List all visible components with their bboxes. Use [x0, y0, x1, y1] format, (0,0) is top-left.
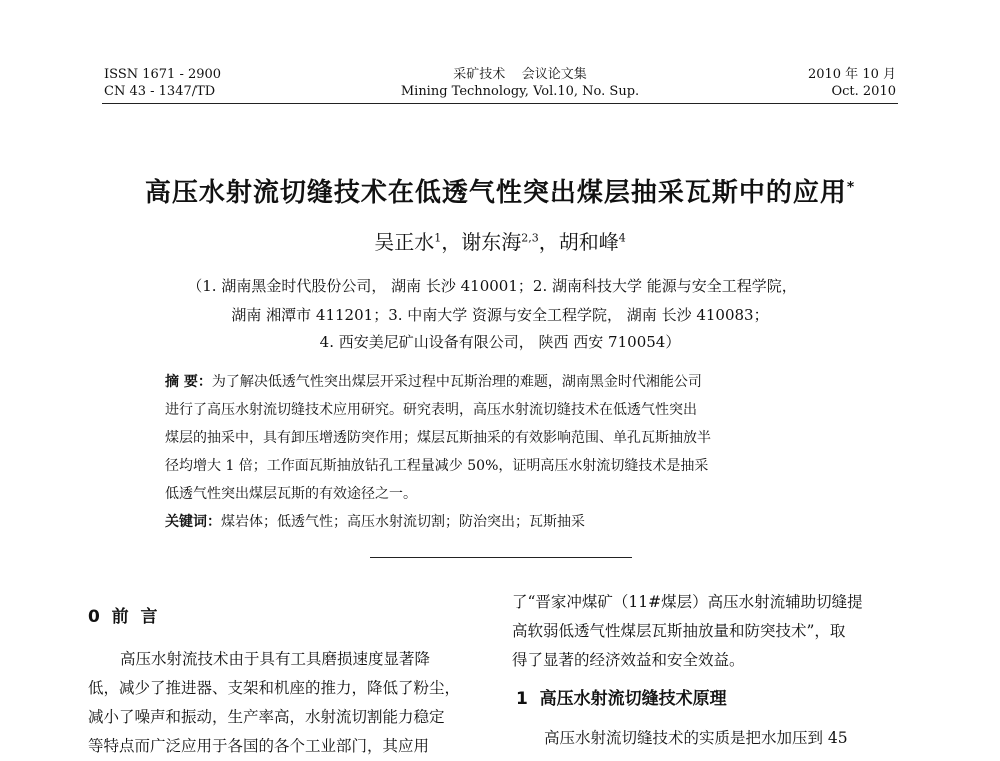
author-separator: ，	[441, 230, 462, 254]
author-name: 胡和峰	[558, 230, 619, 254]
cn-text: CN 43 - 1347/TD	[104, 84, 216, 99]
journal-issn-block	[104, 66, 221, 100]
author-name: 吴正水	[374, 230, 435, 254]
paragraph-line: 了“晋家冲煤矿（11#煤层）高压水射流辅助切缝提	[512, 593, 863, 611]
section-heading-intro: 0 前 言	[88, 607, 158, 627]
abstract-line	[165, 368, 845, 396]
author-affiliation-mark: 4	[618, 231, 626, 245]
affiliation-line: 湖南 湘潭市 411201；3. 中南大学 资源与安全工程学院， 湖南 长沙 410083；	[231, 306, 769, 324]
affiliation-line: 4. 西安美尼矿山设备有限公司， 陕西 西安 710054）	[319, 333, 681, 351]
paragraph-line: 高软弱低透气性煤层瓦斯抽放量和防突技术”，取	[512, 622, 846, 640]
journal-date-block	[808, 66, 896, 100]
section-heading-principle: 1 高压水射流切缝技术原理	[516, 689, 727, 709]
author-separator: ，	[538, 230, 559, 254]
left-column	[88, 603, 488, 761]
paragraph-line: 减小了噪声和振动，生产率高，水射流切割能力稳定	[88, 708, 445, 726]
affiliation-line: （1. 湖南黑金时代股份公司， 湖南 长沙 410001；2. 湖南科技大学 能源与安全工程学院，	[187, 277, 797, 295]
author-affiliation-mark: 1	[434, 231, 442, 245]
abstract-line: 煤层的抽采中，具有卸压增透防突作用；煤层瓦斯抽采的有效影响范围、单孔瓦斯抽放半	[165, 430, 711, 446]
author-affiliation-mark: 2,3	[521, 231, 539, 245]
journal-name-block	[400, 66, 640, 100]
header-divider	[102, 103, 898, 104]
keywords-line	[165, 508, 845, 536]
abstract-line: 径均增大 1 倍；工作面瓦斯抽放钻孔工程量减少 50%，证明高压水射流切缝技术是抽采	[165, 458, 709, 474]
date-en: Oct. 2010	[831, 84, 896, 99]
paragraph-line: 高压水射流技术由于具有工具磨损速度显著降	[120, 650, 431, 668]
abstract-label: 摘 要：	[165, 374, 212, 390]
paper-title-text: 高压水射流切缝技术在低透气性突出煤层抽采瓦斯中的应用	[144, 178, 847, 208]
paragraph-line: 得了显著的经济效益和安全效益。	[512, 651, 745, 669]
paragraph-line: 等特点而广泛应用于各国的各个工业部门，其应用	[88, 737, 430, 755]
abstract-line: 进行了高压水射流切缝技术应用研究。研究表明，高压水射流切缝技术在低透气性突出	[165, 402, 697, 418]
abstract-text: 为了解决低透气性突出煤层开采过程中瓦斯治理的难题，湖南黑金时代湘能公司	[211, 374, 702, 390]
keywords-label: 关键词：	[165, 514, 221, 530]
paper-title	[80, 172, 920, 209]
author-list	[0, 226, 1000, 255]
issn-text: ISSN 1671 - 2900	[104, 67, 222, 82]
paragraph-line: 低，减少了推进器、支架和机座的推力，降低了粉尘，	[88, 679, 461, 697]
keywords-text: 煤岩体；低透气性；高压水射流切割；防治突出；瓦斯抽采	[221, 514, 585, 530]
title-footnote-mark: *	[846, 179, 856, 196]
paragraph-line: 高压水射流切缝技术的实质是把水加压到 45	[544, 729, 848, 747]
date-cn: 2010 年 10 月	[807, 67, 896, 82]
journal-name-en: Mining Technology, Vol.10, No. Sup.	[400, 84, 640, 99]
journal-name-cn: 采矿技术 会议论文集	[453, 67, 587, 82]
abstract-divider	[370, 557, 632, 558]
abstract-line: 低透气性突出煤层瓦斯的有效途径之一。	[165, 486, 417, 502]
author-name: 谢东海	[461, 230, 522, 254]
abstract	[165, 368, 845, 536]
right-column	[512, 588, 912, 753]
